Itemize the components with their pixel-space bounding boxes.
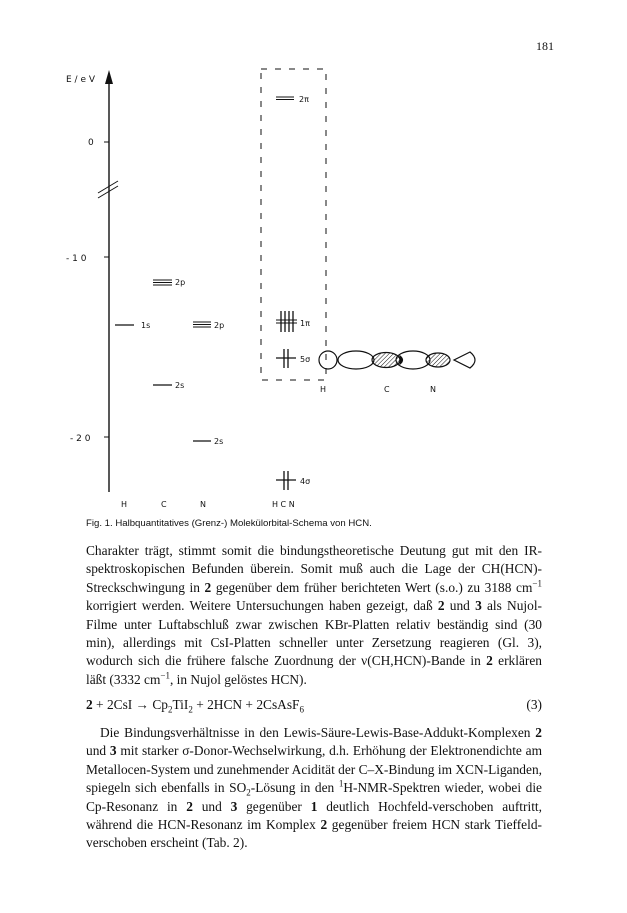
label-5sigma: 5σ [300, 355, 311, 364]
label-h-1s: 1s [141, 321, 151, 330]
bottom-label-h: H [121, 500, 128, 509]
label-n-2p: 2p [214, 321, 225, 330]
y-axis-arrow [105, 70, 113, 84]
level-1pi [276, 311, 297, 332]
bottom-label-hcn: H C N [272, 500, 295, 509]
level-4sigma [276, 471, 296, 490]
y-axis-label: E / e V [66, 75, 95, 85]
page-number: 181 [536, 39, 554, 53]
paragraph-1: Charakter trägt, stimmt somit die bindungstheoretische Deutung gut mit den IR-spektroskopischen Befunden überein. Somit muß auch die Lage der CH(HCN)-Streckschwingung in 2 gegenüber dem früher berichteten Wert (s.o.) zu 3188 $cm^{-1}$ korrigiert werden. Weitere Untersuchungen haben gezeigt, daß 2 und 3 als Nujol-Filme unter Luftabschluß zwar zwischen KBr-Platten relativ beständig sind (30 min), allerdings mit CsI-Platten schneller unter Zersetzung reagieren (Gl. 3), wodurch sich die frühere falsche Zuordnung der ν(CH,HCN)-Bande in 2 erklären läßt (3332 $cm^{-1}$, in Nujol gelöstes HCN). [86, 543, 543, 687]
level-2pi [276, 97, 294, 100]
equation-3: $2 + 2CsI \to Cp_2TiI_2 + 2HCN$ + 2CsAsF$_6$ (3) [86, 697, 542, 715]
level-c-2p [153, 280, 172, 285]
figure-caption: Fig. 1. Halbquantitatives (Grenz-) Molekülorbital-Schema von HCN. [86, 518, 372, 529]
axis-break-mark [98, 181, 118, 193]
equation-number: (3) [526, 697, 542, 712]
level-5sigma [276, 349, 296, 368]
dashed-box [261, 69, 326, 380]
bottom-label-n: N [200, 500, 206, 509]
tick-label-minus20: - 2 0 [70, 434, 91, 444]
bottom-label-c: C [161, 500, 167, 509]
level-n-2p [193, 322, 211, 327]
axis-break-mark [98, 186, 118, 198]
label-1pi: 1π [300, 319, 310, 328]
label-4sigma: 4σ [300, 477, 311, 486]
orbital-atom-label-n: N [430, 385, 436, 394]
orbital-atom-label-h: H [320, 385, 327, 394]
label-c-2s: 2s [175, 381, 185, 390]
label-c-2p: 2p [175, 278, 186, 287]
label-2pi: 2π [299, 95, 309, 104]
paragraph-2: Die Bindungsverhältnisse in den Lewis-Säure-Lewis-Base-Addukt-Komplexen 2 und 3 mit starker σ-Donor-Wechselwirkung, d.h. Erhöhung der Elektronendichte am Metallocen-System und zunehmender Acidität der C–X-Bindung im XCN-Liganden, spiegeln sich ebenfalls in $SO_2$-Lösung in den $^1$H-NMR-Spektren wieder, wobei die Cp-Resonanz in 2 und 3 gegenüber 1 deutlich Hochfeld-verschoben auftritt, während die HCN-Resonanz im Komplex 2 gegenüber freiem HCN stark Tieffeld-verschoben erscheint (Tab. 2). [86, 725, 543, 851]
label-n-2s: 2s [214, 437, 224, 446]
tick-label-0: 0 [88, 138, 94, 148]
orbital-lobes-5sigma [319, 351, 475, 369]
orbital-atom-label-c: C [384, 385, 390, 394]
tick-label-minus10: - 1 0 [66, 254, 87, 264]
